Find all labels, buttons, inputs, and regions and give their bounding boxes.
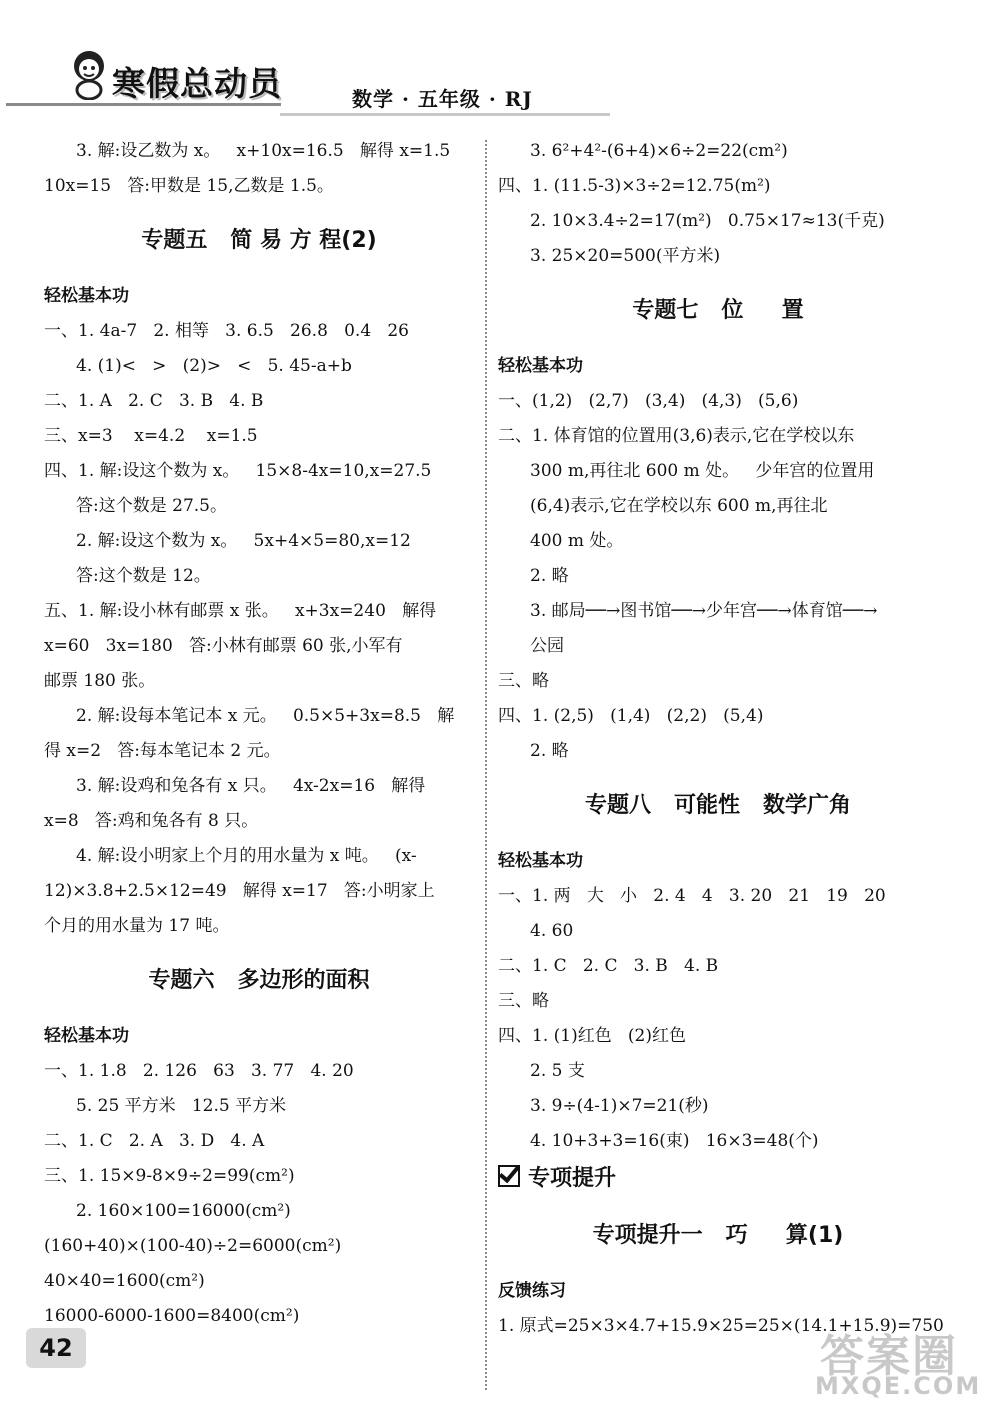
answer-line: 三、略 [498,991,549,1011]
header-rule-light [280,113,610,116]
answer-line: 一、1. 4a-7 2. 相等 3. 6.5 26.8 0.4 26 [44,321,409,341]
answer-line: 4. 10+3+3=16(束) 16×3=48(个) [530,1131,819,1151]
answer-line: 2. 略 [530,566,569,586]
answer-line: 4. 60 [530,921,574,941]
mascot-icon [66,48,112,100]
watermark-url: MXQE.COM [815,1372,982,1400]
answer-line: 2. 10×3.4÷2=17(m²) 0.75×17≈13(千克) [530,211,885,231]
checkbox-icon [498,1165,520,1187]
answer-line: 2. 5 支 [530,1061,585,1081]
answer-line: 邮票 180 张。 [44,671,156,691]
answer-line: 二、1. C 2. C 3. B 4. B [498,956,719,976]
answer-line: 四、1. (2,5) (1,4) (2,2) (5,4) [498,706,764,726]
answer-line: 五、1. 解:设小林有邮票 x 张。 x+3x=240 解得 [44,601,437,621]
answer-line: 3. 解:设鸡和兔各有 x 只。 4x-2x=16 解得 [76,776,426,796]
brand-title: 寒假总动员 [112,64,282,103]
section-label: 轻松基本功 [44,286,129,306]
answer-line: 4. (1)< > (2)> < 5. 45-a+b [76,356,352,376]
answer-line: 2. 解:设这个数为 x。 5x+4×5=80,x=12 [76,531,411,551]
answer-line: 一、1. 两 大 小 2. 4 4 3. 20 21 19 20 [498,886,886,906]
answer-line: 3. 邮局──→图书馆──→少年宫──→体育馆──→ [530,601,878,621]
answer-line: 10x=15 答:甲数是 15,乙数是 1.5。 [44,176,334,196]
answer-line: (160+40)×(100-40)÷2=6000(cm²) [44,1236,342,1256]
section-label: 反馈练习 [498,1281,566,1301]
answer-line: 公园 [530,636,564,656]
section-title: 专项提升一 巧 算(1) [592,1223,844,1248]
section-label: 轻松基本功 [498,356,583,376]
answer-line: 得 x=2 答:每本笔记本 2 元。 [44,741,281,761]
special-heading-text: 专项提升 [528,1166,617,1191]
answer-line: 12)×3.8+2.5×12=49 解得 x=17 答:小明家上 [44,881,435,901]
answer-line: 1. 原式=25×3×4.7+15.9×25=25×(14.1+15.9)=750 [498,1316,944,1336]
header-rule [6,103,281,106]
page-number: 42 [26,1328,86,1368]
section-title: 专题六 多边形的面积 [148,968,370,993]
page-header [0,0,1000,120]
answer-line: 答:这个数是 27.5。 [76,496,227,516]
special-heading [498,1159,938,1199]
section-title: 专题五 简 易 方 程(2) [141,228,377,253]
answer-line: 一、1. 1.8 2. 126 63 3. 77 4. 20 [44,1061,354,1081]
left-column [44,134,474,1334]
watermark-text: 答案圈 [820,1331,958,1382]
answer-line: 三、略 [498,671,549,691]
answer-line: x=8 答:鸡和兔各有 8 只。 [44,811,259,831]
answer-line: 3. 25×20=500(平方米) [530,246,721,266]
section-title: 专题八 可能性 数学广角 [585,793,851,818]
answer-line: 答:这个数是 12。 [76,566,211,586]
answer-line: 400 m 处。 [530,531,624,551]
answer-line: 2. 略 [530,741,569,761]
answer-line: (6,4)表示,它在学校以东 600 m,再往北 [530,496,828,516]
answer-line: 四、1. (11.5-3)×3÷2=12.75(m²) [498,176,771,196]
answer-line: 二、1. A 2. C 3. B 4. B [44,391,264,411]
right-column [498,134,944,1344]
answer-line: 二、1. C 2. A 3. D 4. A [44,1131,265,1151]
answer-line: 2. 160×100=16000(cm²) [76,1201,291,1221]
answer-line: 个月的用水量为 17 吨。 [44,916,230,936]
answer-line: 300 m,再往北 600 m 处。 少年宫的位置用 [530,461,875,481]
watermark [810,1320,985,1410]
answer-line: 4. 解:设小明家上个月的用水量为 x 吨。 (x- [76,846,417,866]
answer-line: 5. 25 平方米 12.5 平方米 [76,1096,287,1116]
section-title: 专题七 位 置 [632,298,804,323]
answer-line: 四、1. (1)红色 (2)红色 [498,1026,686,1046]
subject-grade: 数学 · 五年级 · RJ [352,87,533,111]
answer-line: 二、1. 体育馆的位置用(3,6)表示,它在学校以东 [498,426,855,446]
answer-line: 16000-6000-1600=8400(cm²) [44,1306,300,1326]
section-label: 轻松基本功 [44,1026,129,1046]
answer-line: 三、1. 15×9-8×9÷2=99(cm²) [44,1166,295,1186]
answer-line: 3. 解:设乙数为 x。 x+10x=16.5 解得 x=1.5 [76,141,451,161]
column-divider [485,140,487,1390]
answer-line: 三、x=3 x=4.2 x=1.5 [44,426,258,446]
section-label: 轻松基本功 [498,851,583,871]
answer-line: 3. 9÷(4-1)×7=21(秒) [530,1096,709,1116]
answer-line: 四、1. 解:设这个数为 x。 15×8-4x=10,x=27.5 [44,461,432,481]
answer-line: 2. 解:设每本笔记本 x 元。 0.5×5+3x=8.5 解 [76,706,455,726]
answer-line: 3. 6²+4²-(6+4)×6÷2=22(cm²) [530,141,788,161]
answer-line: x=60 3x=180 答:小林有邮票 60 张,小军有 [44,636,403,656]
answer-line: 一、(1,2) (2,7) (3,4) (4,3) (5,6) [498,391,799,411]
answer-line: 40×40=1600(cm²) [44,1271,205,1291]
